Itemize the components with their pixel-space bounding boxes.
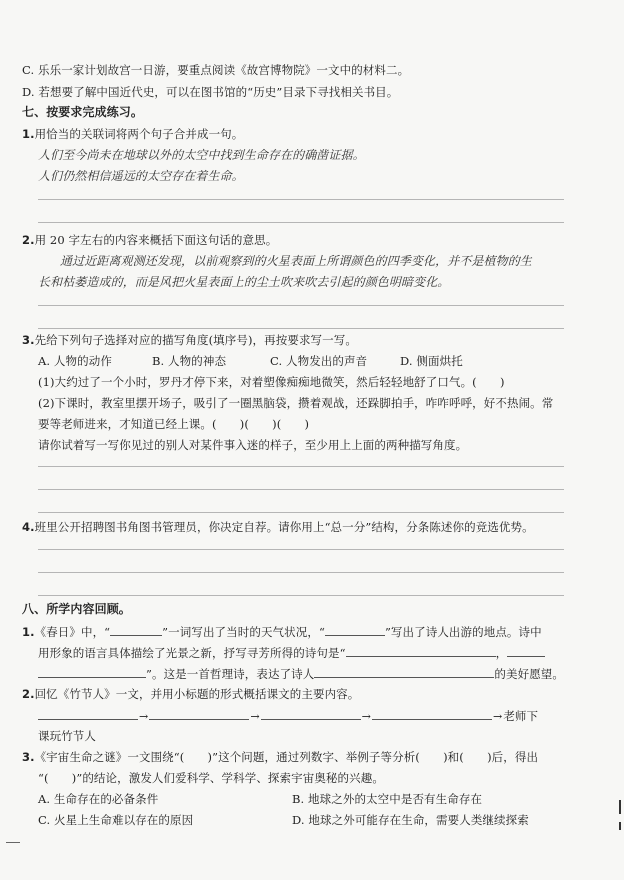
q7-3-prompt xyxy=(22,332,357,348)
fill-blank[interactable] xyxy=(507,644,545,657)
q7-1-prompt xyxy=(22,126,243,142)
fill-blank[interactable] xyxy=(110,623,162,636)
q8-3-number: 3. xyxy=(22,750,35,764)
q8-1-line-1 xyxy=(22,623,542,640)
q8-2-continuation: 课玩竹节人 xyxy=(38,729,96,743)
option-d-line: D. 若想要了解中国近代史，可以在图书馆的“历史”目录下寻找相关书目。 xyxy=(22,85,399,99)
fill-blank[interactable] xyxy=(38,665,146,678)
page-corner-mark xyxy=(6,842,20,843)
q8-1-text-d: 用形象的语言具体描绘了光景之新，抒写寻芳所得的诗句是“ xyxy=(38,646,346,660)
q8-3-option-d: D. 地球之外可能存在生命，需要人类继续探索 xyxy=(292,813,529,827)
q8-3-text-a: 《宇宙生命之谜》一文围绕“( )”这个问题，通过列数字、举例子等分析( )和( )后，得出 xyxy=(34,750,539,764)
q8-1-text-c: ”写出了诗人出游的地点。诗中 xyxy=(384,625,542,639)
q8-2-text: 回忆《竹节人》一文，并用小标题的形式概括课文的主要内容。 xyxy=(34,687,360,701)
option-c-line: C. 乐乐一家计划故宫一日游，要重点阅读《故宫博物院》一文中的材料二。 xyxy=(22,63,410,77)
q7-3-text: 先给下列句子选择对应的描写角度(填序号)，再按要求写一写。 xyxy=(34,333,357,347)
q7-3-option-a: A. 人物的动作 xyxy=(38,354,112,368)
section-7-title: 七、按要求完成练习。 xyxy=(22,105,144,119)
answer-line[interactable] xyxy=(38,199,564,200)
arrow-right-icon: → xyxy=(361,710,371,723)
answer-line[interactable] xyxy=(38,489,564,490)
q7-3-option-b: B. 人物的神态 xyxy=(152,354,227,368)
fill-blank[interactable] xyxy=(38,707,138,720)
q7-3-number: 3. xyxy=(22,333,35,347)
q7-3-sentence-2b: 要等老师进来，才知道已经上课。( )( )( ) xyxy=(38,417,310,431)
q8-1-text-g: 的美好愿望。 xyxy=(494,667,564,681)
arrow-right-icon: → xyxy=(492,710,503,723)
answer-line[interactable] xyxy=(38,512,564,513)
answer-line[interactable] xyxy=(38,222,564,223)
section-8-title: 八、所学内容回顾。 xyxy=(22,602,131,616)
q7-4-prompt xyxy=(22,519,534,535)
q8-1-text-a: 《春日》中，“ xyxy=(34,625,111,639)
q8-2-flow xyxy=(38,707,538,725)
q8-3-line-1 xyxy=(22,749,538,765)
q8-1-text-e: ， xyxy=(495,646,508,660)
q7-1-number: 1. xyxy=(22,127,35,141)
answer-line[interactable] xyxy=(38,572,564,573)
arrow-right-icon: → xyxy=(139,710,149,723)
q7-4-text: 班里公开招聘图书角图书管理员，你决定自荐。请你用上“总一分”结构，分条陈述你的竞选优势。 xyxy=(34,520,534,534)
binding-mark xyxy=(619,822,621,830)
q7-3-task: 请你试着写一写你见过的别人对某件事入迷的样子，至少用上上面的两种描写角度。 xyxy=(38,438,468,452)
q8-2-end: 老师下 xyxy=(503,709,539,723)
fill-blank[interactable] xyxy=(372,707,492,720)
q7-2-prompt xyxy=(22,232,277,248)
q7-3-sentence-1: (1)大约过了一个小时，罗丹才停下来，对着塑像痴痴地微笑，然后轻轻地舒了口气。( ) xyxy=(38,375,505,389)
q8-1-text-f: ”。这是一首哲理诗，表达了诗人 xyxy=(146,667,315,681)
q7-2-passage-line-2: 长和枯萎造成的，而是风把火星表面上的尘土吹来吹去引起的颜色明暗变化。 xyxy=(38,275,450,289)
q8-3-line-2: “( )”的结论，激发人们爱科学、学科学、探索宇宙奥秘的兴趣。 xyxy=(38,771,384,785)
q7-3-sentence-2a: (2)下课时，教室里摆开场子，吸引了一圈黑脑袋，攒着观战，还跺脚拍手，咋咋呼呼，好不热闹。常 xyxy=(38,396,554,410)
answer-line[interactable] xyxy=(38,305,564,306)
q8-1-line-2 xyxy=(38,644,545,661)
arrow-right-icon: → xyxy=(250,710,260,723)
q7-2-text: 用 20 字左右的内容来概括下面这句话的意思。 xyxy=(34,233,278,247)
binding-mark xyxy=(619,800,621,814)
q8-1-line-3 xyxy=(38,665,564,682)
fill-blank[interactable] xyxy=(346,644,496,657)
q8-1-number: 1. xyxy=(22,625,35,639)
q8-3-option-b: B. 地球之外的太空中是否有生命存在 xyxy=(292,792,483,806)
answer-line[interactable] xyxy=(38,549,564,550)
q8-2-number: 2. xyxy=(22,687,35,701)
answer-line[interactable] xyxy=(38,328,564,329)
q7-3-option-d: D. 侧面烘托 xyxy=(400,354,463,368)
q8-3-option-c: C. 火星上生命难以存在的原因 xyxy=(38,813,194,827)
fill-blank[interactable] xyxy=(314,665,494,678)
answer-line[interactable] xyxy=(38,466,564,467)
q7-4-number: 4. xyxy=(22,520,35,534)
q7-2-number: 2. xyxy=(22,233,35,247)
q7-1-sentence-2: 人们仍然相信遥远的太空存在着生命。 xyxy=(38,169,244,183)
fill-blank[interactable] xyxy=(149,707,249,720)
q8-2-prompt xyxy=(22,686,359,702)
q7-1-text: 用恰当的关联词将两个句子合并成一句。 xyxy=(34,127,244,141)
fill-blank[interactable] xyxy=(325,623,385,636)
answer-line[interactable] xyxy=(38,595,564,596)
q8-3-option-a: A. 生命存在的必备条件 xyxy=(38,792,159,806)
q7-1-sentence-1: 人们至今尚未在地球以外的太空中找到生命存在的确凿证据。 xyxy=(38,148,365,162)
q7-3-option-c: C. 人物发出的声音 xyxy=(270,354,368,368)
fill-blank[interactable] xyxy=(261,707,361,720)
q7-2-passage-line-1: 通过近距离观测还发现，以前观察到的火星表面上所谓颜色的四季变化，并不是植物的生 xyxy=(60,254,532,268)
q8-1-text-b: ”一词写出了当时的天气状况，“ xyxy=(162,625,325,639)
